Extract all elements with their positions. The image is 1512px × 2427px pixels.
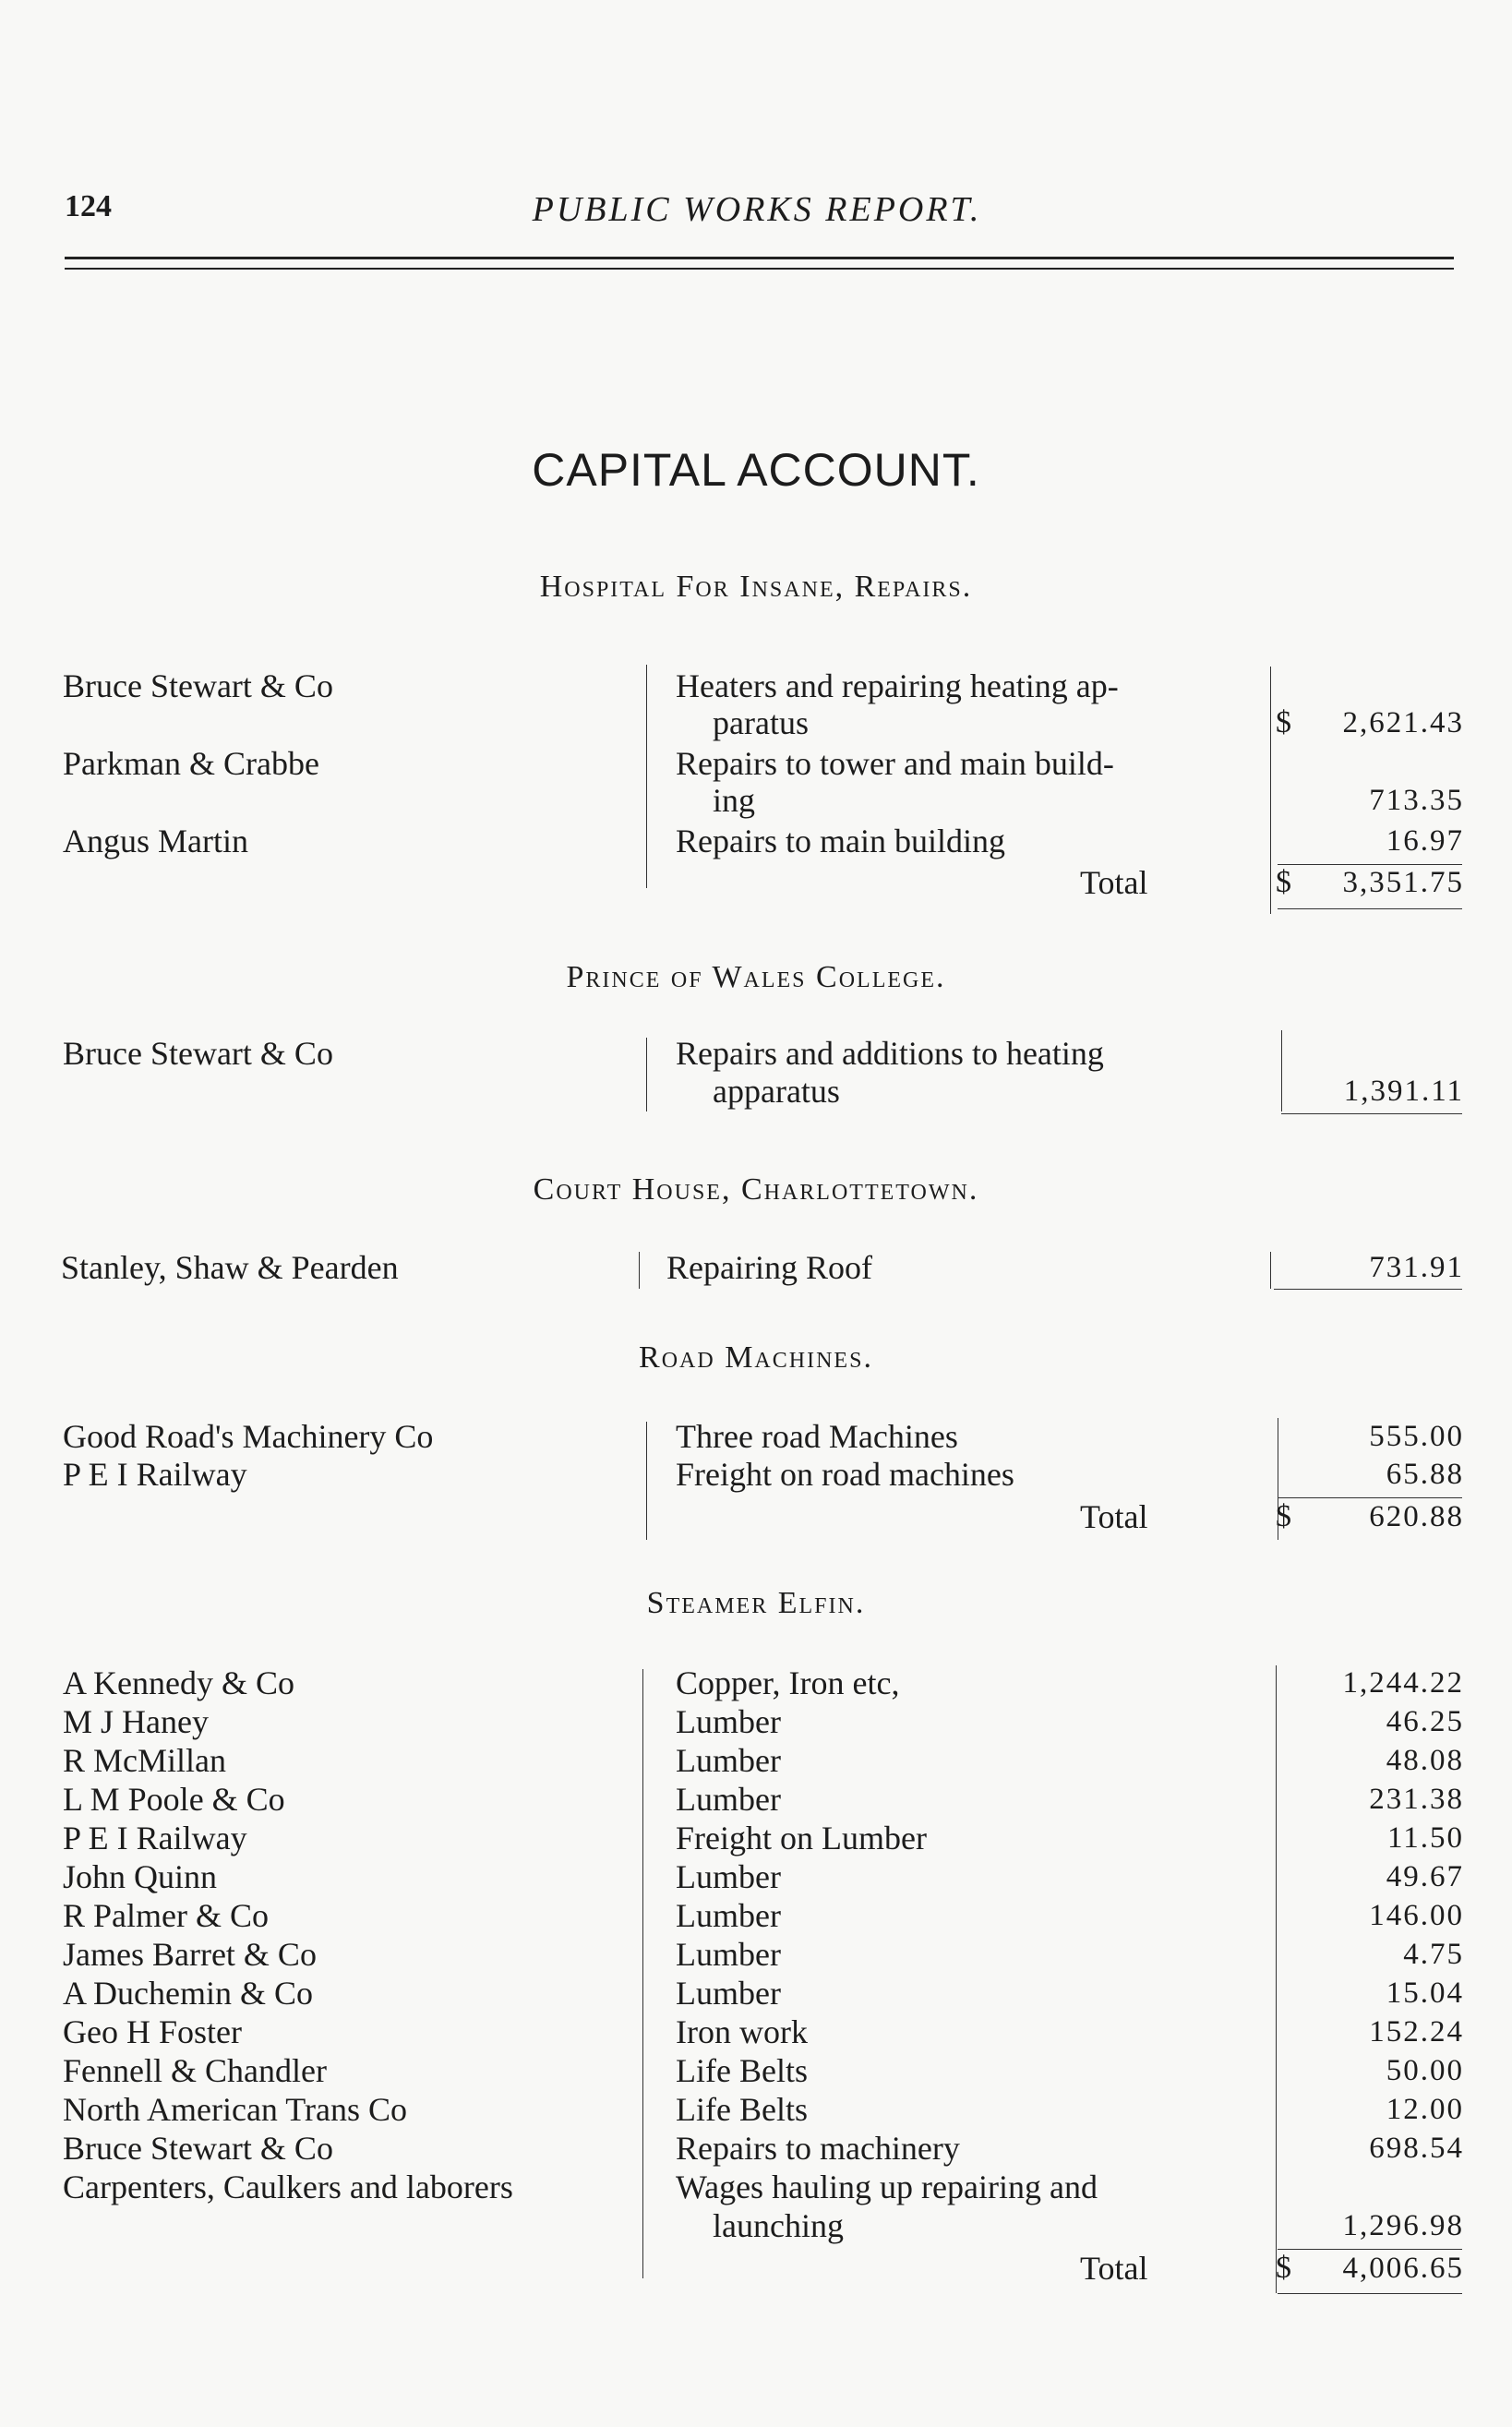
description: Lumber xyxy=(676,1897,781,1934)
description-continued: paratus xyxy=(713,704,809,741)
payee: James Barret & Co xyxy=(63,1936,317,1973)
payee: R Palmer & Co xyxy=(63,1897,269,1934)
header-rule xyxy=(65,268,1454,270)
amount: 555.00 xyxy=(1369,1420,1464,1453)
description: Lumber xyxy=(676,1781,781,1818)
amount: 1,391.11 xyxy=(1343,1075,1464,1108)
section-heading-hospital: Hospital For Insane, Repairs. xyxy=(539,570,973,604)
payee: A Duchemin & Co xyxy=(63,1975,313,2012)
description-continued: launching xyxy=(713,2207,844,2244)
dollar-sign: $ xyxy=(1276,2251,1291,2285)
payee: Good Road's Machinery Co xyxy=(63,1418,434,1455)
payee: Angus Martin xyxy=(63,823,248,859)
payee: Carpenters, Caulkers and laborers xyxy=(63,2169,513,2205)
column-rule xyxy=(646,665,647,888)
total-label: Total xyxy=(1080,1498,1148,1535)
description: Life Belts xyxy=(676,2052,808,2089)
payee: M J Haney xyxy=(63,1703,209,1740)
payee: Geo H Foster xyxy=(63,2013,242,2050)
amount: 48.08 xyxy=(1386,1744,1464,1777)
description: Repairs to tower and main build- xyxy=(676,745,1114,782)
sum-rule xyxy=(1281,1113,1462,1114)
description: Heaters and repairing heating ap- xyxy=(676,667,1119,704)
description: Lumber xyxy=(676,1742,781,1779)
amount-column-rule xyxy=(1270,667,1271,914)
amount: 50.00 xyxy=(1386,2054,1464,2087)
amount: 231.38 xyxy=(1369,1783,1464,1816)
section-heading-court: Court House, Charlottetown. xyxy=(533,1172,979,1207)
header-rule xyxy=(65,257,1454,259)
description: Repairs and additions to heating xyxy=(676,1035,1104,1072)
total-amount: 3,351.75 xyxy=(1342,866,1464,899)
description: Repairs to machinery xyxy=(676,2130,960,2167)
description: Repairing Roof xyxy=(666,1249,872,1286)
section-heading-steamer: Steamer Elfin. xyxy=(646,1586,866,1620)
sum-rule xyxy=(1274,1289,1462,1290)
total-amount: 4,006.65 xyxy=(1342,2252,1464,2285)
amount: 49.67 xyxy=(1386,1860,1464,1893)
amount: 12.00 xyxy=(1386,2093,1464,2126)
amount-column-rule xyxy=(1281,1030,1282,1111)
payee: North American Trans Co xyxy=(63,2091,407,2128)
amount: 16.97 xyxy=(1386,824,1464,858)
sum-rule xyxy=(1278,908,1462,909)
description: Three road Machines xyxy=(676,1418,958,1455)
column-rule xyxy=(639,1252,640,1289)
dollar-sign: $ xyxy=(1276,1499,1291,1533)
payee: P E I Railway xyxy=(63,1456,247,1493)
page-title: CAPITAL ACCOUNT. xyxy=(532,444,980,496)
column-rule xyxy=(646,1038,647,1111)
section-heading-college: Prince of Wales College. xyxy=(566,960,946,994)
description: Freight on Lumber xyxy=(676,1820,927,1856)
column-rule xyxy=(646,1422,647,1540)
description: Copper, Iron etc, xyxy=(676,1664,900,1701)
payee: A Kennedy & Co xyxy=(63,1664,294,1701)
amount: 731.91 xyxy=(1369,1251,1464,1284)
payee: Parkman & Crabbe xyxy=(63,745,319,782)
payee: R McMillan xyxy=(63,1742,226,1779)
payee: L M Poole & Co xyxy=(63,1781,285,1818)
dollar-sign: $ xyxy=(1276,865,1291,899)
amount: 11.50 xyxy=(1386,1821,1464,1855)
amount: 713.35 xyxy=(1369,784,1464,817)
total-amount: 620.88 xyxy=(1369,1500,1464,1533)
amount: 698.54 xyxy=(1369,2132,1464,2165)
payee: P E I Railway xyxy=(63,1820,247,1856)
amount: 1,244.22 xyxy=(1342,1666,1464,1700)
description: Lumber xyxy=(676,1858,781,1895)
running-title: PUBLIC WORKS REPORT. xyxy=(532,190,982,229)
description: Lumber xyxy=(676,1975,781,2012)
dollar-sign: $ xyxy=(1276,705,1291,739)
payee: Bruce Stewart & Co xyxy=(63,667,333,704)
description: Repairs to main building xyxy=(676,823,1005,859)
page-number: 124 xyxy=(65,189,112,223)
description: Lumber xyxy=(676,1703,781,1740)
total-label: Total xyxy=(1080,864,1148,901)
amount: 146.00 xyxy=(1369,1899,1464,1932)
description: Wages hauling up repairing and xyxy=(676,2169,1098,2205)
description-continued: apparatus xyxy=(713,1073,840,1110)
payee: Stanley, Shaw & Pearden xyxy=(61,1249,399,1286)
amount-column-rule xyxy=(1270,1252,1271,1289)
description: Freight on road machines xyxy=(676,1456,1014,1493)
section-heading-road: Road Machines. xyxy=(639,1340,873,1375)
payee: Fennell & Chandler xyxy=(63,2052,327,2089)
description-continued: ing xyxy=(713,782,756,819)
amount-column-rule xyxy=(1276,1665,1277,2293)
amount: 2,621.43 xyxy=(1342,706,1464,739)
amount: 4.75 xyxy=(1403,1938,1464,1971)
payee: John Quinn xyxy=(63,1858,218,1895)
description: Life Belts xyxy=(676,2091,808,2128)
payee: Bruce Stewart & Co xyxy=(63,1035,333,1072)
amount: 65.88 xyxy=(1386,1458,1464,1491)
running-header xyxy=(65,189,1449,235)
total-label: Total xyxy=(1080,2250,1148,2287)
sum-rule xyxy=(1278,2293,1462,2294)
amount: 15.04 xyxy=(1386,1976,1464,2010)
payee: Bruce Stewart & Co xyxy=(63,2130,333,2167)
description: Lumber xyxy=(676,1936,781,1973)
description: Iron work xyxy=(676,2013,808,2050)
amount: 1,296.98 xyxy=(1342,2209,1464,2242)
column-rule xyxy=(642,1669,643,2278)
amount: 46.25 xyxy=(1386,1705,1464,1738)
amount: 152.24 xyxy=(1369,2015,1464,2049)
